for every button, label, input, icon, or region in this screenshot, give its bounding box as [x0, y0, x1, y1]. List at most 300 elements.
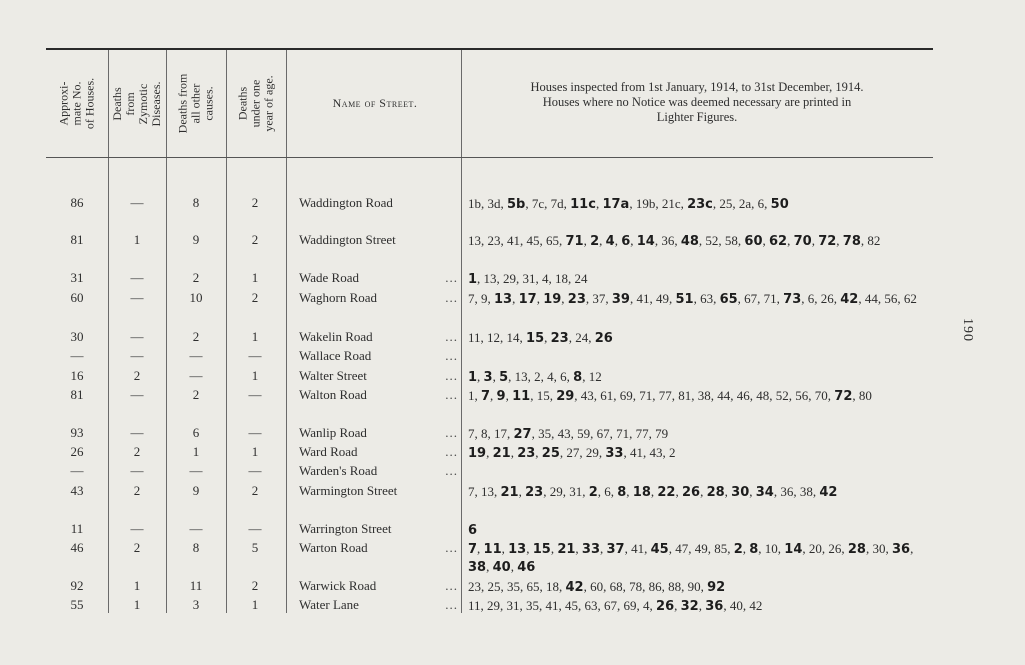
street-name: Ward Road — [299, 444, 358, 459]
infant-deaths: — — [248, 521, 262, 536]
house-number-notice: 23 — [550, 331, 569, 346]
header-description-line: Lighter Figures. — [656, 110, 738, 124]
house-number: 2 — [534, 369, 541, 384]
house-number: 37 — [592, 291, 606, 306]
house-number-notice: 48 — [680, 234, 699, 249]
street-name: Walter Street — [299, 368, 367, 383]
dot-leader: ... — [445, 463, 458, 478]
house-number-notice: 42 — [819, 485, 838, 500]
house-number: 71 — [616, 426, 630, 441]
house-number-notice: 6 — [468, 523, 478, 538]
dot-leader: ... — [445, 597, 458, 612]
house-number-notice: 28 — [706, 485, 725, 500]
house-number-notice: 34 — [755, 485, 774, 500]
houses-count: — — [70, 463, 84, 478]
house-number-notice: 19 — [468, 446, 487, 461]
house-number-notice: 73 — [783, 292, 802, 307]
houses-count: 86 — [70, 195, 84, 210]
street-name: Wallace Road — [299, 348, 372, 363]
house-number: 8 — [481, 426, 488, 441]
house-number-notice: 3 — [483, 370, 493, 385]
zymotic-deaths: — — [130, 290, 144, 305]
house-number: 17 — [494, 426, 507, 441]
zymotic-deaths: 2 — [133, 540, 141, 555]
dot-leader: ... — [445, 290, 458, 305]
house-number: 45 — [526, 233, 540, 248]
house-number: 47 — [675, 541, 689, 556]
street-name: Waddington Road — [299, 195, 393, 210]
house-number: 25 — [487, 579, 501, 594]
houses-count: 26 — [70, 444, 84, 459]
house-number: 7c — [531, 196, 545, 211]
zymotic-deaths: — — [130, 329, 144, 344]
house-number-notice: 60 — [744, 234, 763, 249]
houses-count: 46 — [70, 540, 84, 555]
other-deaths: 9 — [192, 232, 200, 247]
infant-deaths: — — [248, 348, 262, 363]
house-number: 25 — [719, 196, 733, 211]
house-number: 79 — [655, 426, 669, 441]
house-number: 19b — [635, 196, 656, 211]
house-number: 14 — [506, 330, 520, 345]
house-number: 13 — [468, 233, 481, 248]
house-number-notice: 13 — [508, 542, 527, 557]
house-number: 6 — [560, 369, 567, 384]
header-infant-text: Deaths under one year of age. — [235, 75, 276, 132]
house-number: 80 — [858, 388, 872, 403]
house-number: 90 — [687, 579, 701, 594]
house-number-notice: 23 — [525, 485, 544, 500]
zymotic-deaths: 1 — [133, 578, 141, 593]
house-number-notice: 32 — [680, 599, 699, 614]
house-number: 26 — [820, 291, 834, 306]
house-number: 68 — [609, 579, 623, 594]
house-number-notice: 25 — [541, 446, 560, 461]
zymotic-deaths: 2 — [133, 483, 141, 498]
house-number-notice: 23 — [517, 446, 536, 461]
other-deaths: 3 — [192, 597, 200, 612]
house-number: 40 — [729, 598, 743, 613]
zymotic-deaths: — — [130, 425, 144, 440]
house-number-notice: 2 — [733, 542, 743, 557]
houses-count: 11 — [70, 521, 84, 536]
house-number-notice: 15 — [532, 542, 551, 557]
header-description — [462, 80, 932, 125]
house-number: 41 — [629, 445, 643, 460]
house-number: 20 — [808, 541, 822, 556]
street-name: Walton Road — [299, 387, 367, 402]
house-number-notice: 70 — [793, 234, 812, 249]
house-number: 41 — [636, 291, 650, 306]
other-deaths: — — [189, 521, 203, 536]
house-number: 29 — [487, 598, 501, 613]
house-number: 11 — [468, 598, 481, 613]
house-number-notice: 36 — [705, 599, 724, 614]
house-number: 29 — [585, 445, 599, 460]
houses-inspected: 1, 13, 29, 31, 4, 18, 24 — [468, 271, 588, 287]
house-number: 7 — [468, 426, 475, 441]
house-number: 43 — [649, 445, 663, 460]
house-number: 41 — [631, 541, 645, 556]
house-number: 7 — [468, 291, 475, 306]
house-number: 35 — [526, 598, 540, 613]
house-number-notice: 29 — [556, 389, 575, 404]
houses-inspected: 23, 25, 35, 65, 18, 42, 60, 68, 78, 86, 88, 90, 92 — [468, 579, 726, 595]
house-number-notice: 11c — [570, 197, 596, 212]
infant-deaths: 2 — [251, 290, 259, 305]
header-description-line: Houses inspected from 1st January, 1914, to 31st December, 1914. — [530, 80, 864, 94]
other-deaths: 8 — [192, 195, 200, 210]
infant-deaths: — — [248, 425, 262, 440]
house-number-notice: 50 — [770, 197, 789, 212]
houses-inspected: 13, 23, 41, 45, 65, 71, 2, 4, 6, 14, 36, 48, 52, 58, 60, 62, 70, 72, 78, 82 — [468, 233, 881, 249]
house-number-notice: 23 — [567, 292, 586, 307]
street-name: Wade Road — [299, 270, 359, 285]
house-number: 44 — [864, 291, 878, 306]
house-number: 59 — [577, 426, 591, 441]
house-number: 4 — [547, 369, 554, 384]
other-deaths: 2 — [192, 387, 200, 402]
house-number: 88 — [668, 579, 682, 594]
house-number: 56 — [884, 291, 898, 306]
header-zymotic-text: Deaths from Zymotic Diseases. — [110, 81, 163, 126]
house-number: 21c — [661, 196, 681, 211]
houses-inspected: 7, 9, 13, 17, 19, 23, 37, 39, 41, 49, 51, 63, 65, 67, 71, 73, 6, 26, 42, 44, 56, 62 — [468, 291, 917, 307]
house-number: 12 — [487, 330, 501, 345]
other-deaths: 11 — [189, 578, 203, 593]
house-number-notice: 8 — [749, 542, 759, 557]
header-divider — [286, 50, 287, 158]
house-number: 12 — [588, 369, 602, 384]
dot-leader: ... — [445, 329, 458, 344]
house-number: 31 — [522, 271, 536, 286]
house-number-notice: 7 — [468, 542, 478, 557]
zymotic-deaths: — — [130, 270, 144, 285]
house-number: 10 — [764, 541, 778, 556]
house-number: 42 — [749, 598, 763, 613]
header-houses-text: Approxi- mate No. of Houses. — [56, 77, 97, 130]
infant-deaths: 2 — [251, 578, 259, 593]
house-number-notice: 14 — [784, 542, 803, 557]
house-number: 61 — [600, 388, 614, 403]
house-number-notice: 33 — [605, 446, 624, 461]
house-number: 77 — [658, 388, 672, 403]
house-number: 48 — [756, 388, 770, 403]
house-number: 3d — [487, 196, 501, 211]
houses-count: — — [70, 348, 84, 363]
house-number-notice: 45 — [650, 542, 669, 557]
street-name: Wanlip Road — [299, 425, 367, 440]
zymotic-deaths: 2 — [133, 444, 141, 459]
house-number-notice: 37 — [606, 542, 625, 557]
houses-count: 31 — [70, 270, 84, 285]
house-number: 31 — [569, 484, 583, 499]
house-number: 31 — [506, 598, 520, 613]
house-number-notice: 17 — [518, 292, 537, 307]
house-number: 23 — [487, 233, 501, 248]
houses-count: 60 — [70, 290, 84, 305]
other-deaths: 2 — [192, 329, 200, 344]
house-number: 65 — [546, 233, 559, 248]
houses-inspected: 1, 3, 5, 13, 2, 4, 6, 8, 12 — [468, 369, 602, 385]
other-deaths: 6 — [192, 425, 200, 440]
house-number-notice: 26 — [681, 485, 701, 500]
houses-count: 16 — [70, 368, 84, 383]
house-number: 24 — [574, 271, 588, 286]
infant-deaths: 1 — [251, 329, 259, 344]
zymotic-deaths: 1 — [133, 232, 141, 247]
house-number-notice: 72 — [834, 389, 853, 404]
house-number-notice: 22 — [657, 485, 676, 500]
house-number: 67 — [596, 426, 610, 441]
house-number-notice: 42 — [840, 292, 859, 307]
house-number-notice: 72 — [818, 234, 837, 249]
zymotic-deaths: — — [130, 463, 144, 478]
house-number: 46 — [736, 388, 750, 403]
house-number: 43 — [580, 388, 594, 403]
house-number-notice: 28 — [847, 542, 866, 557]
house-number: 82 — [867, 233, 881, 248]
infant-deaths: 1 — [251, 597, 259, 612]
house-number: 23 — [468, 579, 481, 594]
house-number: 4 — [542, 271, 549, 286]
header-houses — [46, 50, 108, 157]
houses-count: 81 — [70, 387, 84, 402]
houses-inspected: 1, 7, 9, 11, 15, 29, 43, 61, 69, 71, 77, 81, 38, 44, 46, 48, 52, 56, 70, 72, 80 — [468, 388, 872, 404]
house-number: 70 — [814, 388, 828, 403]
house-number-notice: 65 — [719, 292, 738, 307]
infant-deaths: 5 — [251, 540, 259, 555]
house-number: 67 — [604, 598, 618, 613]
dot-leader: ... — [445, 387, 458, 402]
dot-leader: ... — [445, 540, 458, 555]
other-deaths: 2 — [192, 270, 200, 285]
street-name: Water Lane — [299, 597, 359, 612]
page-number: 190 — [960, 318, 975, 342]
infant-deaths: 2 — [251, 195, 259, 210]
other-deaths: — — [189, 348, 203, 363]
house-number-notice: 46 — [517, 560, 536, 575]
house-number: 15 — [536, 388, 550, 403]
houses-inspected — [468, 521, 933, 539]
other-deaths: — — [189, 368, 203, 383]
street-name: Waddington Street — [299, 232, 396, 247]
houses-inspected: 7, 13, 21, 23, 29, 31, 2, 6, 8, 18, 22, 26, 28, 30, 34, 36, 38, 42 — [468, 484, 838, 500]
house-number-notice: 15 — [526, 331, 545, 346]
houses-count: 93 — [70, 425, 84, 440]
house-number: 52 — [775, 388, 789, 403]
house-number: 43 — [557, 426, 571, 441]
infant-deaths: 1 — [251, 444, 259, 459]
house-number: 13 — [483, 271, 497, 286]
house-number: 2 — [668, 445, 676, 460]
houses-inspected: 1b, 3d, 5b, 7c, 7d, 11c, 17a, 19b, 21c, 23c, 25, 2a, 6, 50 — [468, 196, 789, 212]
house-number: 24 — [575, 330, 589, 345]
house-number-notice: 5 — [499, 370, 509, 385]
other-deaths: 9 — [192, 483, 200, 498]
street-name: Wakelin Road — [299, 329, 373, 344]
house-number: 4 — [643, 598, 650, 613]
house-number: 71 — [639, 388, 653, 403]
house-number: 63 — [584, 598, 598, 613]
house-number: 78 — [629, 579, 643, 594]
house-number-notice: 38 — [468, 560, 487, 575]
house-number-notice: 11 — [512, 389, 531, 404]
house-number-notice: 26 — [656, 599, 675, 614]
house-number: 1b — [468, 196, 481, 211]
house-number-notice: 71 — [565, 234, 584, 249]
house-number-notice: 6 — [621, 234, 631, 249]
dot-leader: ... — [445, 425, 458, 440]
house-number: 38 — [697, 388, 711, 403]
house-number-notice: 27 — [513, 427, 532, 442]
street-name: Warmington Street — [299, 483, 398, 498]
house-number: 35 — [507, 579, 520, 594]
street-name: Warwick Road — [299, 578, 377, 593]
house-number-notice: 78 — [842, 234, 861, 249]
house-number: 81 — [678, 388, 692, 403]
dot-leader: ... — [445, 348, 458, 363]
house-number-notice: 21 — [500, 485, 519, 500]
zymotic-deaths: 2 — [133, 368, 141, 383]
zymotic-deaths: — — [130, 387, 144, 402]
street-name: Waghorn Road — [299, 290, 378, 305]
house-number-notice: 42 — [565, 580, 584, 595]
houses-inspected: 7, 8, 17, 27, 35, 43, 59, 67, 71, 77, 79 — [468, 426, 669, 442]
houses-count: 43 — [70, 483, 84, 498]
infant-deaths: — — [248, 387, 262, 402]
house-number-notice: 62 — [769, 234, 788, 249]
house-number: 62 — [903, 291, 917, 306]
house-number-notice: 23c — [687, 197, 713, 212]
house-number: 41 — [545, 598, 559, 613]
house-number-notice: 13 — [494, 292, 513, 307]
house-number-notice: 17a — [602, 197, 630, 212]
house-number-notice: 7 — [481, 389, 491, 404]
header-other — [166, 50, 226, 157]
house-number: 6 — [604, 484, 611, 499]
houses-count: 81 — [70, 232, 84, 247]
zymotic-deaths: 1 — [133, 597, 141, 612]
other-deaths: 1 — [192, 444, 200, 459]
house-number-notice: 14 — [636, 234, 655, 249]
house-number: 49 — [655, 291, 669, 306]
column-divider — [286, 158, 287, 613]
house-number-notice: 1 — [468, 370, 478, 385]
house-number-notice: 5b — [507, 197, 526, 212]
house-number: 85 — [714, 541, 728, 556]
house-number: 67 — [744, 291, 758, 306]
house-number: 7d — [550, 196, 564, 211]
house-number: 69 — [619, 388, 633, 403]
house-number: 65 — [526, 579, 540, 594]
house-number: 58 — [724, 233, 738, 248]
header-street: Name of Street. — [332, 96, 418, 110]
other-deaths: 10 — [189, 290, 203, 305]
header-infant — [226, 50, 286, 157]
house-number: 36 — [661, 233, 675, 248]
house-number-notice: 40 — [492, 560, 511, 575]
house-number-notice: 92 — [707, 580, 726, 595]
dot-leader: ... — [445, 578, 458, 593]
house-number-notice: 9 — [496, 389, 506, 404]
house-number: 7 — [468, 484, 475, 499]
zymotic-deaths: — — [130, 521, 144, 536]
other-deaths: 8 — [192, 540, 200, 555]
house-number-notice: 39 — [611, 292, 630, 307]
house-number: 63 — [700, 291, 714, 306]
house-number-notice: 30 — [731, 485, 750, 500]
house-number-notice: 19 — [543, 292, 562, 307]
house-number: 6 — [757, 196, 765, 211]
houses-count: 92 — [70, 578, 84, 593]
house-number-notice: 33 — [581, 542, 601, 557]
street-name: Warton Road — [299, 540, 368, 555]
house-number: 27 — [566, 445, 580, 460]
infant-deaths: 2 — [251, 232, 259, 247]
house-number-notice: 18 — [632, 485, 651, 500]
house-number-notice: 1 — [468, 272, 478, 287]
house-number: 26 — [828, 541, 842, 556]
dot-leader: ... — [445, 444, 458, 459]
house-number: 13 — [481, 484, 494, 499]
house-number: 2a — [738, 196, 752, 211]
house-number: 29 — [503, 271, 517, 286]
house-number: 49 — [694, 541, 708, 556]
house-number-notice: 26 — [594, 331, 613, 346]
house-number: 18 — [546, 579, 559, 594]
houses-count: 30 — [70, 329, 84, 344]
house-number: 9 — [481, 291, 488, 306]
infant-deaths: 2 — [251, 483, 259, 498]
houses-inspected: 11, 29, 31, 35, 41, 45, 63, 67, 69, 4, 26, 32, 36, 40, 42 — [468, 598, 763, 614]
infant-deaths: 1 — [251, 368, 259, 383]
house-number: 6 — [807, 291, 815, 306]
street-name: Warrington Street — [299, 521, 392, 536]
house-number-notice: 8 — [617, 485, 627, 500]
house-number: 69 — [623, 598, 637, 613]
house-number: 71 — [763, 291, 777, 306]
houses-inspected: 19, 21, 23, 25, 27, 29, 33, 41, 43, 2 — [468, 445, 676, 461]
houses-inspected: 7, 11, 13, 15, 21, 33, 37, 41, 45, 47, 49, 85, 2, 8, 10, 14, 20, 26, 28, 30, 36, 38, 40, 46 — [468, 541, 914, 575]
header-other-text: Deaths from all other causes. — [175, 73, 216, 134]
house-number: 77 — [635, 426, 649, 441]
house-number: 13 — [514, 369, 528, 384]
house-number: 86 — [648, 579, 662, 594]
house-number-notice: 11 — [483, 542, 502, 557]
house-number: 35 — [538, 426, 552, 441]
house-number: 60 — [590, 579, 604, 594]
house-number: 11 — [468, 330, 481, 345]
dot-leader: ... — [445, 368, 458, 383]
street-name: Warden's Road — [299, 463, 378, 478]
house-number: 1 — [468, 388, 475, 403]
house-number-notice: 21 — [557, 542, 576, 557]
house-number-notice: 36 — [891, 542, 911, 557]
header-rule — [46, 157, 933, 158]
house-number: 44 — [717, 388, 731, 403]
house-number: 45 — [565, 598, 579, 613]
house-number-notice: 51 — [675, 292, 694, 307]
infant-deaths: 1 — [251, 270, 259, 285]
house-number: 52 — [705, 233, 719, 248]
house-number: 29 — [549, 484, 563, 499]
house-number-notice: 8 — [573, 370, 583, 385]
house-number: 41 — [507, 233, 520, 248]
house-number: 56 — [795, 388, 809, 403]
houses-inspected: 11, 12, 14, 15, 23, 24, 26 — [468, 330, 613, 346]
house-number: 18 — [555, 271, 569, 286]
